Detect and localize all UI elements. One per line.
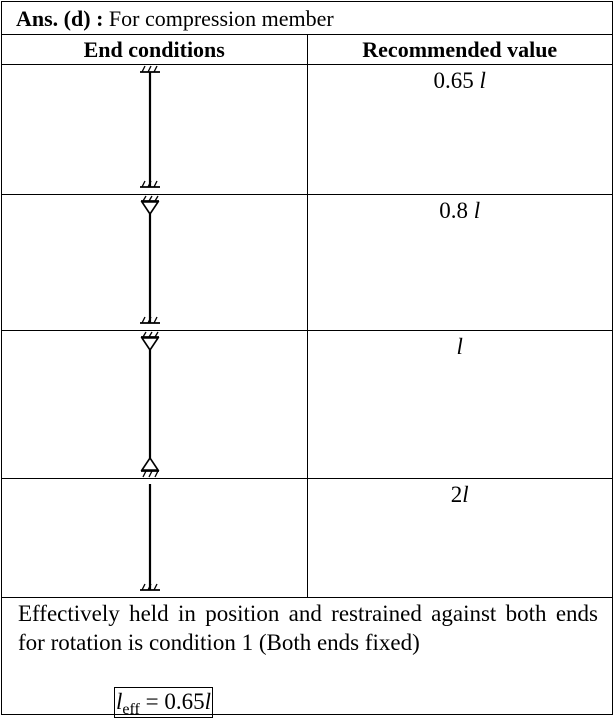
pinned-pinned-column-icon xyxy=(2,331,307,478)
value-number: 0.8 xyxy=(439,198,474,223)
explanation-text: Effectively held in position and restrained against both ends for rotation is condition 1 (Both ends fixed) xyxy=(18,601,598,655)
value-variable: l xyxy=(456,334,463,359)
value-number: 0.65 xyxy=(433,68,480,93)
table-header-row xyxy=(2,35,612,65)
formula-subscript: eff xyxy=(122,701,140,718)
recommended-value-cell xyxy=(307,479,612,598)
effective-length-formula xyxy=(114,687,213,718)
recommended-value-cell xyxy=(307,65,612,195)
end-condition-cell xyxy=(2,479,307,598)
table-row xyxy=(2,195,612,331)
fixed-free-column-icon xyxy=(2,479,307,597)
table-row xyxy=(2,331,612,479)
answer-header xyxy=(2,2,612,35)
answer-text: For compression member xyxy=(108,6,334,31)
value-variable: l xyxy=(479,68,486,93)
recommended-value-cell xyxy=(307,331,612,479)
end-condition-cell xyxy=(2,331,307,479)
recommended-value xyxy=(308,482,613,508)
answer-sheet xyxy=(1,1,613,718)
end-conditions-table xyxy=(2,35,612,598)
explanation-footer xyxy=(2,599,612,716)
value-variable: l xyxy=(462,482,469,507)
answer-label: Ans. (d) : xyxy=(16,6,104,31)
end-condition-cell xyxy=(2,65,307,195)
recommended-value xyxy=(308,198,613,224)
recommended-value xyxy=(308,68,613,94)
recommended-value xyxy=(308,334,613,360)
value-variable: l xyxy=(473,198,481,223)
formula-variable: l xyxy=(116,689,123,714)
end-condition-cell xyxy=(2,195,307,331)
column-header-end-conditions: End conditions xyxy=(2,35,307,65)
table-row xyxy=(2,479,612,598)
recommended-value-cell xyxy=(307,195,612,331)
table-row xyxy=(2,65,612,195)
column-header-recommended-value: Recommended value xyxy=(307,35,612,65)
value-number: 2 xyxy=(450,482,463,507)
formula-equals: = 0.65 xyxy=(139,689,205,714)
formula-tail-variable: l xyxy=(204,689,211,714)
both-ends-fixed-column-icon xyxy=(2,65,307,194)
pinned-fixed-column-icon xyxy=(2,195,307,330)
